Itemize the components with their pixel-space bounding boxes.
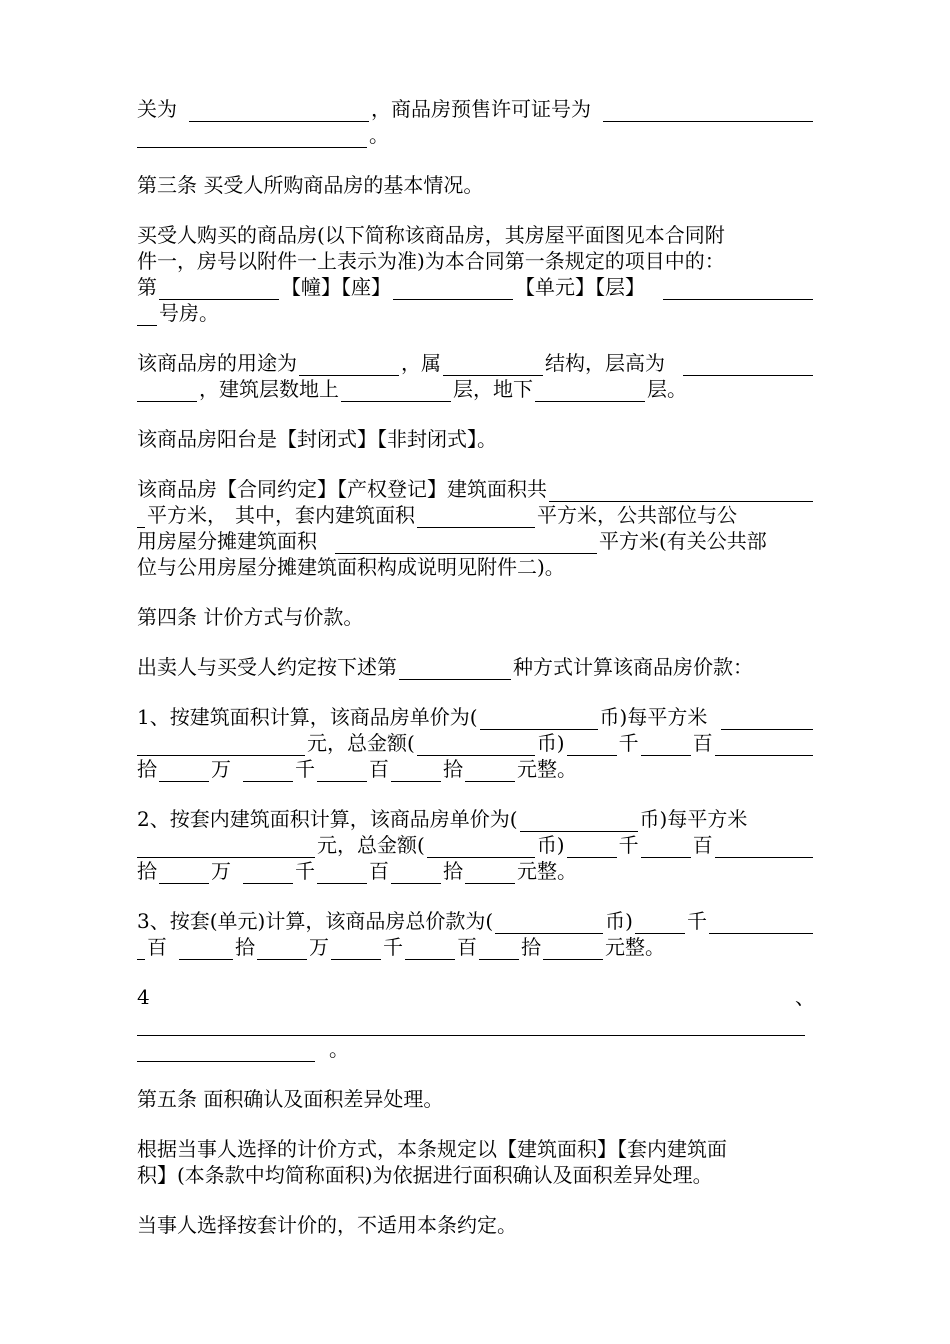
amount-blank[interactable] [243,863,293,884]
text: 、 [795,985,815,1009]
line [137,122,815,148]
amount-blank[interactable] [391,761,441,782]
floor-height-blank-cont[interactable] [137,381,197,402]
text: 拾 [235,935,255,959]
line [137,832,815,858]
currency-blank[interactable] [417,735,535,756]
text: 该商品房阳台是【封闭式】【非封闭式】。 [137,427,497,451]
amount-blank[interactable] [715,735,813,756]
article-4-heading [137,604,815,630]
amount-blank[interactable] [317,863,367,884]
text: 号房。 [159,301,219,325]
line [137,1212,815,1238]
text: 拾 [521,935,541,959]
text: 百 [147,935,167,959]
inner-area-blank[interactable] [417,507,535,528]
currency-blank[interactable] [480,709,598,730]
text: 拾 [443,859,463,883]
text: 千 [686,909,707,933]
floors-below-blank[interactable] [535,381,645,402]
line [137,756,815,782]
text: 千 [383,935,403,959]
amount-blank[interactable] [257,939,307,960]
text: 件一，房号以附件一上表示为准)为本合同第一条规定的项目中的： [137,249,725,273]
text: 拾 [137,757,157,781]
building-blank[interactable] [159,279,279,300]
floor-blank[interactable] [663,279,813,300]
text: 种方式计算该商品房价款： [513,655,753,679]
amount-blank[interactable] [543,939,603,960]
shared-area-blank[interactable] [335,533,597,554]
other-method-blank[interactable] [137,1015,805,1036]
text: 第五条 面积确认及面积差异处理。 [137,1087,444,1111]
text: 币) [605,909,633,933]
text: 当事人选择按套计价的，不适用本条约定。 [137,1213,517,1237]
line [137,858,815,884]
line [137,1036,815,1062]
unit-price-blank-cont[interactable] [137,735,305,756]
amount-blank[interactable] [243,761,293,782]
structure-blank[interactable] [443,355,543,376]
line [137,654,815,680]
text: 百 [369,757,389,781]
line [137,1162,815,1188]
method-choice-blank[interactable] [399,659,511,680]
amount-blank[interactable] [465,761,515,782]
line [137,908,815,934]
unit-price-blank[interactable] [721,709,813,730]
blank-field[interactable] [189,101,369,122]
text: 平方米(有关公共部 [599,529,767,553]
floors-above-blank[interactable] [341,381,451,402]
text: 百 [692,833,713,857]
text: 4 [137,985,150,1009]
total-area-blank-cont[interactable] [137,507,145,528]
text: 平方米， [147,503,227,527]
line [137,502,815,528]
amount-blank[interactable] [709,913,813,934]
line [137,476,815,502]
amount-blank[interactable] [567,837,617,858]
text: 该商品房的用途为 [137,351,297,375]
text: ，属 [401,351,441,375]
line [137,554,815,580]
line [137,1010,815,1036]
line [137,1136,815,1162]
text: 该商品房【合同约定】【产权登记】建筑面积共 [137,477,547,501]
text: 3、按套(单元)计算，该商品房总价款为( [137,909,494,933]
amount-blank[interactable] [567,735,617,756]
line [137,730,815,756]
unit-price-blank[interactable] [137,837,315,858]
line [137,806,815,832]
other-method-blank-cont[interactable] [137,1041,315,1062]
line [137,350,815,376]
text: ，建筑层数地上 [199,377,339,401]
text: 2、按套内建筑面积计算，该商品房单价为( [137,807,518,831]
amount-blank[interactable] [641,837,691,858]
text: 其中，套内建筑面积 [235,503,415,527]
total-area-blank[interactable] [549,481,813,502]
line [137,248,815,274]
contract-page [137,96,815,1238]
amount-blank[interactable] [317,761,367,782]
text: 关为 [137,97,177,121]
amount-blank[interactable] [159,863,209,884]
text: 【幢】【座】 [281,275,391,299]
text: 拾 [443,757,463,781]
line [137,96,815,122]
amount-blank[interactable] [391,863,441,884]
article-3-heading [137,172,815,198]
line [137,528,815,554]
text: 结构，层高为 [545,351,665,375]
line [137,222,815,248]
amount-blank[interactable] [479,939,519,960]
amount-blank[interactable] [465,863,515,884]
presale-permit-blank[interactable] [603,101,813,122]
currency-blank[interactable] [520,811,638,832]
text: 元整。 [517,757,577,781]
text: 万 [211,859,231,883]
text: 百 [692,731,713,755]
text: 【单元】【层】 [515,275,645,299]
line [137,934,815,960]
text: 元整。 [605,935,665,959]
text: 百 [457,935,477,959]
amount-blank[interactable] [405,939,455,960]
text: 位与公用房屋分摊建筑面积构成说明见附件二)。 [137,555,565,579]
unit-blank[interactable] [393,279,513,300]
text: 第四条 计价方式与价款。 [137,605,364,629]
text: 币) [536,731,565,755]
amount-blank[interactable] [331,939,381,960]
currency-blank[interactable] [495,913,603,934]
amount-blank[interactable] [641,735,691,756]
text: 元，总金额( [307,731,415,755]
text: 元整。 [517,859,577,883]
usage-blank[interactable] [299,355,399,376]
text: 第三条 买受人所购商品房的基本情况。 [137,173,484,197]
text: 千 [295,859,315,883]
room-blank[interactable] [137,305,157,326]
text: 千 [618,731,639,755]
text: 出卖人与买受人约定按下述第 [137,655,397,679]
text: 第 [137,275,157,299]
text: 币) [536,833,565,857]
line [137,704,815,730]
text: ，商品房预售许可证号为 [371,97,591,121]
amount-blank[interactable] [179,939,233,960]
text: 万 [211,757,231,781]
line [137,376,815,402]
article-5-heading [137,1086,815,1112]
text: 百 [369,859,389,883]
text: 层，地下 [453,377,533,401]
amount-blank[interactable] [635,913,685,934]
currency-blank[interactable] [427,837,535,858]
amount-blank[interactable] [159,761,209,782]
line [137,426,815,452]
amount-blank[interactable] [715,837,813,858]
text: 用房屋分摊建筑面积 [137,529,317,553]
text: 平方米，公共部位与公 [537,503,737,527]
text: 万 [309,935,329,959]
text: 根据当事人选择的计价方式，本条规定以【建筑面积】【套内建筑面 [137,1137,727,1161]
text: 元，总金额( [317,833,425,857]
blank-field[interactable] [137,127,367,148]
line [137,274,815,300]
amount-blank[interactable] [137,939,145,960]
text: 币)每平方米 [599,705,708,729]
text: 拾 [137,859,157,883]
text: 层。 [647,377,687,401]
text: 。 [329,1037,349,1061]
text: 千 [618,833,639,857]
line [137,300,815,326]
text: 买受人购买的商品房(以下简称该商品房，其房屋平面图见本合同附 [137,223,725,247]
text: 币)每平方米 [639,807,748,831]
text: 1、按建筑面积计算，该商品房单价为( [137,705,478,729]
text: 。 [369,123,389,147]
floor-height-blank[interactable] [683,355,813,376]
text: 千 [295,757,315,781]
line [137,984,815,1010]
text: 积】(本条款中均简称面积)为依据进行面积确认及面积差异处理。 [137,1163,713,1187]
